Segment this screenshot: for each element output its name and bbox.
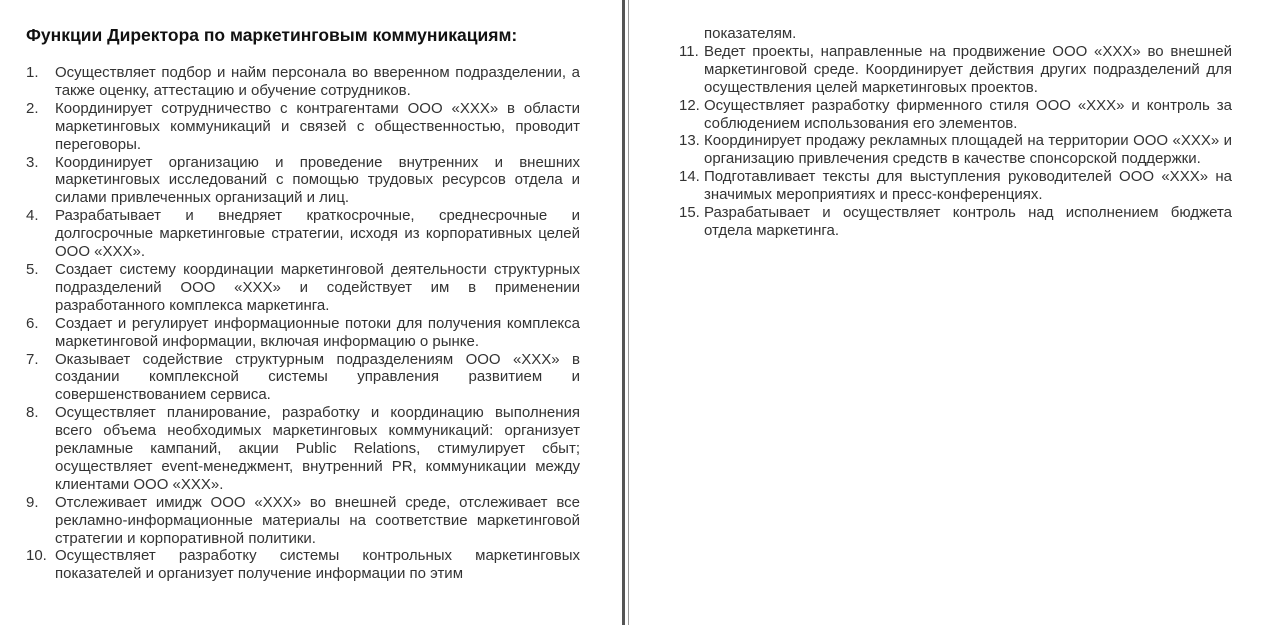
item-text: Координирует сотрудничество с контрагентами ООО «ХХХ» в области маркетинговых коммуникаций и связей с общественностью, проводит переговоры. — [55, 99, 580, 153]
list-item — [26, 261, 580, 315]
item-number: 10. — [26, 547, 47, 565]
list-item — [679, 168, 1232, 204]
list-item — [26, 494, 580, 548]
item-number: 11. — [679, 42, 699, 60]
item-text: Осуществляет планирование, разработку и координацию выполнения всего объема необходимых маркетинговых коммуникаций: организует рекламные кампаний, акции Public Relations, стимулирует сбыт; осуществляет event-менеджмент, внутренний PR, коммуникации между клиентами ООО «ХХХ». — [55, 404, 580, 493]
right-page — [630, 0, 1261, 625]
item-text: Создает систему координации маркетинговой деятельности структурных подразделений ООО «ХХХ» и содействует им в применении разработанного комплекса маркетинга. — [55, 260, 580, 314]
item-text: Осуществляет разработку системы контрольных маркетинговых показателей и организует получение информации по этим — [55, 547, 580, 583]
item-number: 2. — [26, 99, 39, 117]
item-number: 1. — [26, 64, 39, 81]
item-text: Осуществляет подбор и найм персонала во вверенном подразделении, а также оценку, аттестацию и обучение сотрудников. — [55, 64, 580, 99]
list-item — [26, 351, 580, 405]
functions-list-left — [26, 64, 580, 583]
item-text: Координирует продажу рекламных площадей на территории ООО «ХХХ» и организацию привлечения средств в качестве спонсорской поддержки. — [704, 132, 1232, 168]
item-text: Оказывает содействие структурным подразделениям ООО «ХХХ» в создании комплексной системы управления развитием и совершенствованием сервиса. — [55, 350, 580, 404]
list-item — [26, 547, 580, 583]
list-item — [679, 204, 1232, 240]
item-text: Отслеживает имидж ООО «ХХХ» во внешней среде, отслеживает все рекламно-информационные материалы на соответствие маркетинговой стратегии и корпоративной политики. — [55, 493, 580, 547]
item-text: Разрабатывает и внедряет краткосрочные, среднесрочные и долгосрочные маркетинговые стратегии, исходя из корпоративных целей ООО «ХХХ». — [55, 207, 580, 261]
item-number: 8. — [26, 404, 39, 422]
page-gutter — [600, 0, 630, 625]
list-item — [26, 404, 580, 494]
item-number: 3. — [26, 153, 39, 171]
item-text: Ведет проекты, направленные на продвижение ООО «ХХХ» во внешней маркетинговой среде. Координирует действия других подразделений для осуществления целей маркетинговых проектов. — [704, 42, 1232, 96]
functions-list-right — [679, 25, 1232, 240]
list-item — [679, 132, 1232, 168]
item-text: Подготавливает тексты для выступления руководителей ООО «ХХХ» на значимых мероприятиях и пресс-конференциях. — [704, 168, 1232, 204]
page-divider — [628, 0, 629, 625]
item-number: 7. — [26, 350, 39, 368]
list-item — [26, 207, 580, 261]
item-number: 4. — [26, 207, 39, 225]
list-item — [679, 43, 1232, 97]
item-text: Создает и регулирует информационные потоки для получения комплекса маркетинговой информации, включая информацию о рынке. — [55, 314, 580, 350]
item-number: 13. — [679, 132, 700, 150]
page-divider — [622, 0, 625, 625]
list-item — [26, 64, 580, 100]
document-title: Функции Директора по маркетинговым коммуникациям: — [26, 25, 518, 45]
item-text: Осуществляет разработку фирменного стиля ООО «ХХХ» и контроль за соблюдением использования его элементов. — [704, 96, 1232, 132]
item-text: Разрабатывает и осуществляет контроль над исполнением бюджета отдела маркетинга. — [704, 204, 1232, 239]
left-page — [0, 0, 600, 625]
item-text: Координирует организацию и проведение внутренних и внешних маркетинговых исследований с помощью трудовых ресурсов отдела и силами привлеченных организаций и лиц. — [55, 153, 580, 207]
item-number: 14. — [679, 168, 700, 186]
item-number: 5. — [26, 260, 39, 278]
item-number: 9. — [26, 493, 39, 511]
list-item — [679, 97, 1232, 133]
item-number: 12. — [679, 96, 700, 114]
list-item — [26, 315, 580, 351]
list-item — [26, 154, 580, 208]
item-continuation: показателям. — [704, 25, 797, 42]
item-number: 6. — [26, 314, 39, 332]
list-item — [26, 100, 580, 154]
item-number: 15. — [679, 204, 700, 222]
